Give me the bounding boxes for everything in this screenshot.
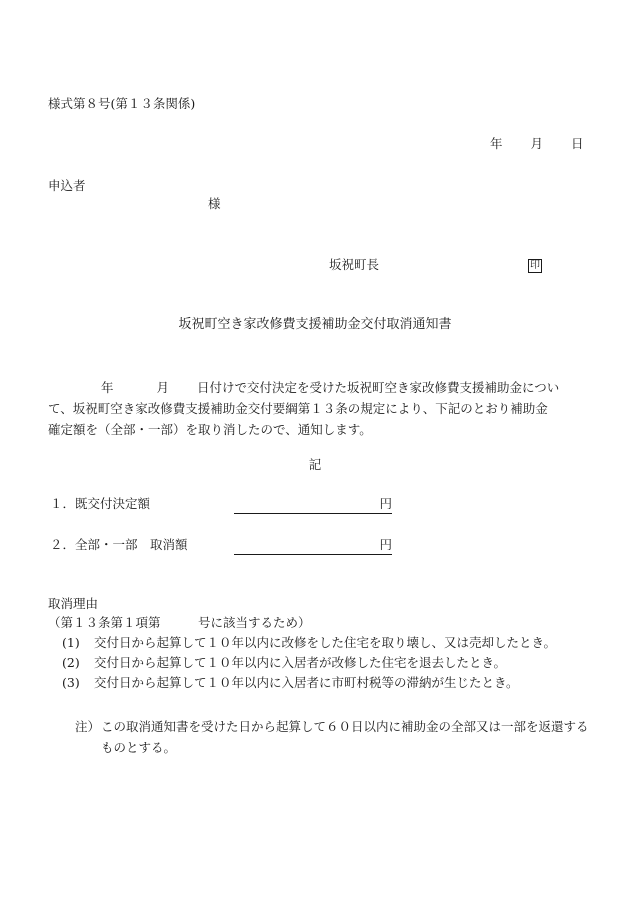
reason-item: [62, 677, 519, 690]
date-day: 日: [571, 136, 584, 151]
date-month: 月: [530, 136, 544, 151]
item-cancel-amount-value: [234, 539, 392, 555]
reason-title: 取消理由: [48, 596, 99, 611]
applicant-label: 申込者: [48, 178, 86, 193]
date-line: [490, 138, 584, 151]
body-line-1: [48, 377, 588, 398]
item-cancel-amount-label: ２．全部・一部 取消額: [50, 537, 188, 552]
body-line-1-rest: 日付けで交付決定を受けた坂祝町空き家改修費支援補助金につい: [197, 380, 560, 395]
reason-item: [62, 637, 556, 650]
document-title: 坂祝町空き家改修費支援補助金交付取消通知書: [178, 317, 452, 332]
note-text: この取消通知書を受けた日から起算して６０日以内に補助金の全部又は一部を返還するものとする。: [101, 719, 589, 755]
note-label: 注）: [75, 719, 101, 734]
body-line-3: 確定額を（全部・一部）を取り消したので、通知します。: [48, 422, 372, 437]
body-line-2: て、坂祝町空き家改修費支援補助金交付要綱第１３条の規定により、下記のとおり補助金: [48, 401, 548, 416]
item-already-decided-amount: [234, 498, 392, 514]
reason-item-number: (3): [62, 675, 80, 690]
body-month: 月: [156, 380, 170, 395]
body-year: 年: [101, 380, 114, 395]
reason-item-text: 交付日から起算して１０年以内に入居者が改修した住宅を退去したとき。: [94, 655, 507, 670]
reason-subtitle: （第１３条第１項第 号に該当するため）: [48, 615, 311, 630]
yen-unit: 円: [379, 537, 392, 552]
applicant-honorific: 様: [208, 196, 221, 211]
item-already-decided-label: １．既交付決定額: [50, 496, 151, 511]
date-year: 年: [490, 136, 503, 151]
issuer-title: 坂祝町長: [329, 257, 380, 272]
reason-item-text: 交付日から起算して１０年以内に改修をした住宅を取り壊し、又は売却したとき。: [94, 635, 557, 650]
form-number: 様式第８号(第１３条関係): [48, 96, 196, 111]
reason-item-text: 交付日から起算して１０年以内に入居者に市町村税等の滞納が生じたとき。: [94, 675, 519, 690]
ki-heading: 記: [308, 457, 322, 472]
note: [75, 716, 590, 758]
seal-mark: 印: [530, 260, 540, 271]
yen-unit: 円: [379, 496, 392, 511]
body-paragraph: [48, 377, 588, 440]
reason-item-number: (2): [62, 655, 80, 670]
reason-item: [62, 657, 506, 670]
reason-item-number: (1): [62, 635, 80, 650]
